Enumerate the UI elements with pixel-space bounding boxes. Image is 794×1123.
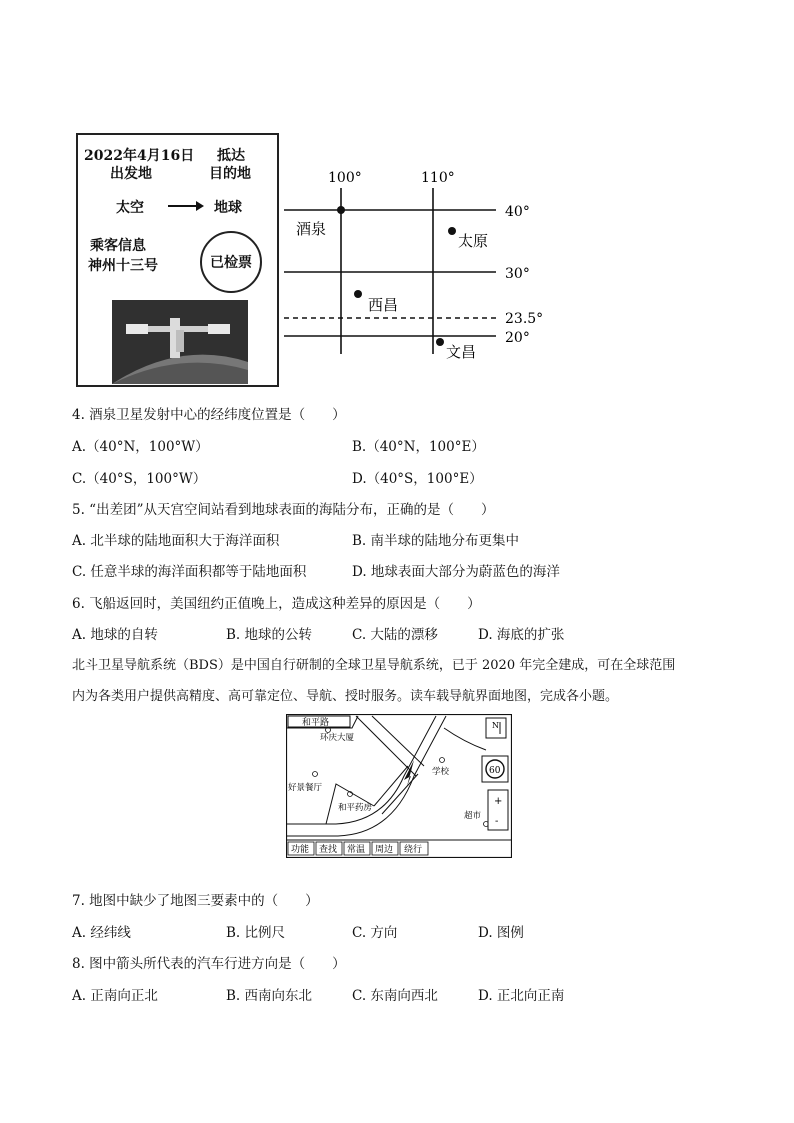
ticket-passenger-label: 乘客信息 — [90, 238, 146, 254]
nav-button-nearby[interactable]: 周边 — [375, 845, 394, 855]
place-huanqing: 环庆大厦 — [320, 733, 355, 743]
question-6: 6. 飞船返回时，美国纽约正值晚上，造成这种差异的原因是（ ） — [72, 596, 481, 612]
q7-option-c[interactable]: C. 方向 — [352, 925, 398, 941]
place-school: 学校 — [432, 767, 450, 777]
question-4: 4. 酒泉卫星发射中心的经纬度位置是（ ） — [72, 407, 346, 423]
intro-line-1: 北斗卫星导航系统（BDS）是中国自行研制的全球卫星导航系统，已于 2020 年完全建成，可在全球范围 — [72, 658, 676, 673]
q5-option-b[interactable]: B. 南半球的陆地分布更集中 — [352, 533, 520, 549]
nav-button-function[interactable]: 功能 — [291, 845, 310, 855]
ticket-stamp: 已检票 — [200, 231, 262, 293]
lat-label-20: 20° — [505, 330, 530, 346]
wenchang-point — [436, 338, 444, 346]
arrow-right-icon — [166, 199, 206, 213]
question-5: 5. “出差团”从天宫空间站看到地球表面的海陆分布，正确的是（ ） — [72, 502, 495, 518]
q5-option-d[interactable]: D. 地球表面大部分为蔚蓝色的海洋 — [352, 564, 560, 580]
ticket-passenger-name: 神州十三号 — [88, 258, 158, 274]
q8-option-a[interactable]: A. 正南向正北 — [72, 988, 158, 1004]
question-7: 7. 地图中缺少了地图三要素中的（ ） — [72, 893, 319, 909]
lon-label-110: 110° — [421, 170, 455, 186]
q6-option-c[interactable]: C. 大陆的漂移 — [352, 627, 438, 643]
xichang-point — [354, 290, 362, 298]
nav-button-detour[interactable]: 绕行 — [404, 845, 423, 855]
q6-option-d[interactable]: D. 海底的扩张 — [478, 627, 565, 643]
ticket-arrive-line2: 目的地 — [209, 166, 251, 182]
q4-option-c[interactable]: C.（40°S，100°W） — [72, 471, 207, 487]
q7-option-b[interactable]: B. 比例尺 — [226, 925, 286, 941]
jiuquan-point — [337, 206, 345, 214]
speed-limit-value: 60 — [489, 766, 501, 776]
q7-option-a[interactable]: A. 经纬线 — [72, 925, 131, 941]
space-station-image — [112, 300, 248, 384]
lon-label-100: 100° — [328, 170, 362, 186]
zoom-in-button[interactable]: + — [494, 796, 503, 807]
ticket-to: 地球 — [214, 200, 242, 216]
ticket-box — [76, 133, 279, 387]
q5-option-a[interactable]: A. 北半球的陆地面积大于海洋面积 — [72, 533, 280, 549]
question-8: 8. 图中箭头所代表的汽车行进方向是（ ） — [72, 956, 346, 972]
q6-option-a[interactable]: A. 地球的自转 — [72, 627, 158, 643]
ticket-date: 2022年4月16日 — [84, 148, 195, 164]
q4-option-b[interactable]: B.（40°N，100°E） — [352, 439, 485, 455]
ticket-depart-label: 出发地 — [110, 166, 152, 182]
road-name-label: 和平路 — [302, 718, 330, 728]
car-navigation-map — [286, 714, 512, 858]
intro-line-2: 内为各类用户提供高精度、高可靠定位、导航、授时服务。读车载导航界面地图，完成各小题。 — [72, 689, 619, 704]
lat-label-40: 40° — [505, 204, 530, 220]
place-jiuquan: 酒泉 — [296, 220, 327, 238]
lat-label-23-5: 23.5° — [505, 311, 544, 327]
ticket-from: 太空 — [116, 200, 144, 216]
q8-option-c[interactable]: C. 东南向西北 — [352, 988, 438, 1004]
nav-button-search[interactable]: 查找 — [319, 845, 338, 855]
place-supermarket: 超市 — [464, 811, 482, 821]
space-station-photo — [112, 300, 248, 384]
q8-option-b[interactable]: B. 西南向东北 — [226, 988, 313, 1004]
lat-label-30: 30° — [505, 266, 530, 282]
place-wenchang: 文昌 — [446, 343, 477, 361]
place-xichang: 西昌 — [368, 296, 399, 314]
taiyuan-point — [448, 227, 456, 235]
place-taiyuan: 太原 — [458, 232, 489, 250]
q6-option-b[interactable]: B. 地球的公转 — [226, 627, 313, 643]
q8-option-d[interactable]: D. 正北向正南 — [478, 988, 565, 1004]
q7-option-d[interactable]: D. 图例 — [478, 925, 524, 941]
north-indicator: N — [492, 721, 499, 730]
nav-button-frequent[interactable]: 常温 — [347, 845, 366, 855]
ticket-arrive-line1: 抵达 — [217, 148, 245, 164]
place-heping-pharmacy: 和平药房 — [338, 803, 373, 813]
q5-option-c[interactable]: C. 任意半球的海洋面积都等于陆地面积 — [72, 564, 307, 580]
q4-option-d[interactable]: D.（40°S，100°E） — [352, 471, 483, 487]
q4-option-a[interactable]: A.（40°N，100°W） — [72, 439, 209, 455]
zoom-out-button[interactable]: - — [495, 816, 499, 827]
lat-lon-grid-map — [284, 160, 554, 365]
place-haojing-restaurant: 好景餐厅 — [288, 783, 323, 793]
